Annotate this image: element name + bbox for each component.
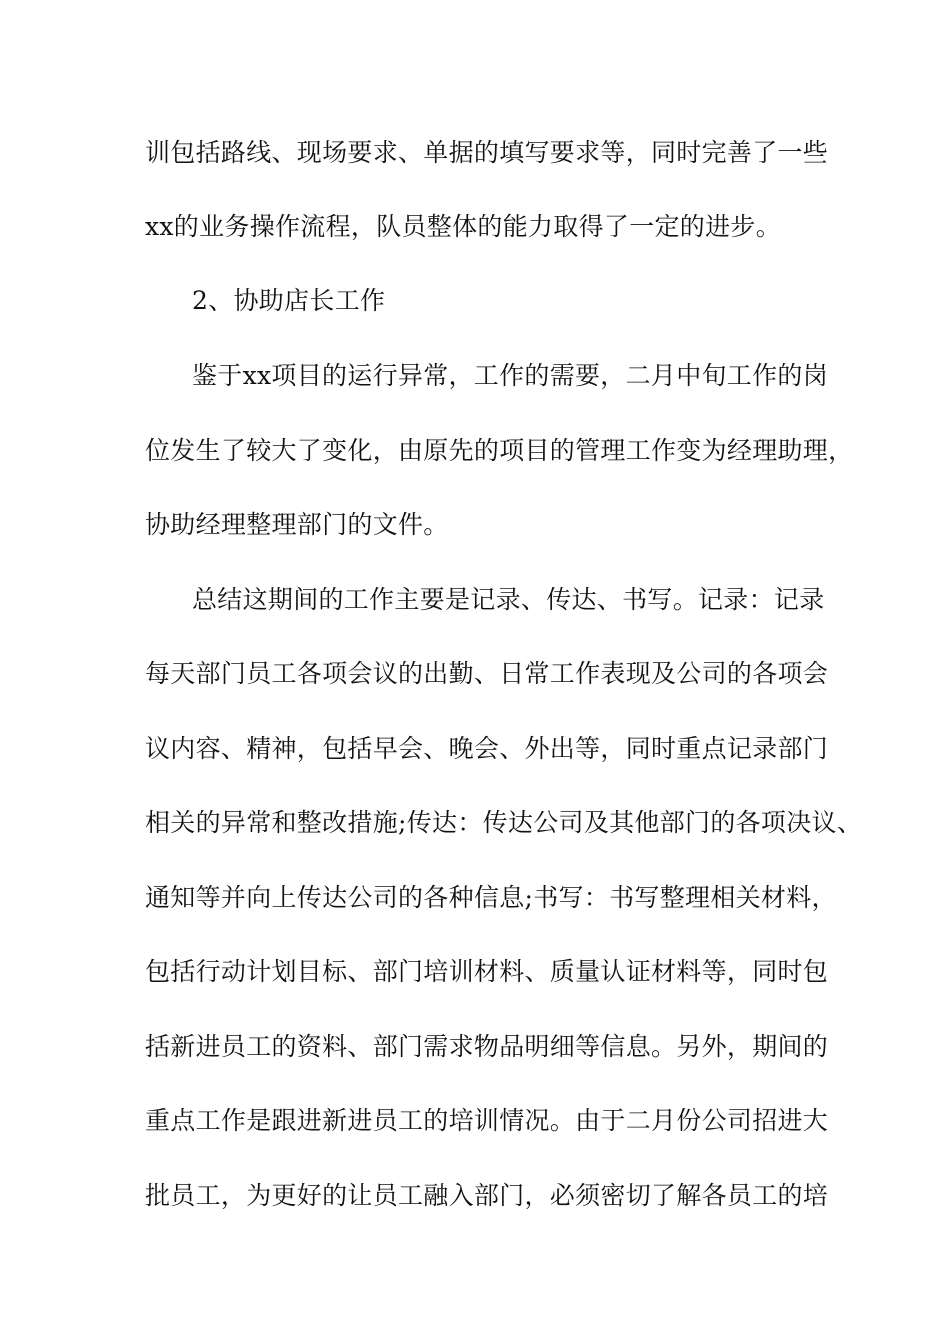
text-line: 包括行动计划目标、部门培训材料、质量认证材料等，同时包	[145, 957, 829, 986]
text-line: 协助经理整理部门的文件。	[145, 510, 449, 539]
text-line: 位发生了较大了变化，由原先的项目的管理工作变为经理助理，	[145, 436, 854, 465]
text-line: 每天部门员工各项会议的出勤、日常工作表现及公司的各项会	[145, 659, 829, 688]
text-line: 训包括路线、现场要求、单据的填写要求等，同时完善了一些	[145, 138, 829, 167]
text-line: 通知等并向上传达公司的各种信息;书写：书写整理相关材料，	[145, 883, 837, 912]
text-line: 括新进员工的资料、部门需求物品明细等信息。另外，期间的	[145, 1032, 829, 1061]
text-line: xx的业务操作流程，队员整体的能力取得了一定的进步。	[145, 212, 782, 241]
text-line: 议内容、精神，包括早会、晚会、外出等，同时重点记录部门	[145, 734, 829, 763]
text-line: 批员工，为更好的让员工融入部门，必须密切了解各员工的培	[145, 1181, 829, 1210]
section-heading: 2、协助店长工作	[192, 286, 386, 315]
text-line: 鉴于xx项目的运行异常，工作的需要，二月中旬工作的岗	[192, 361, 829, 390]
text-line: 相关的异常和整改措施;传达：传达公司及其他部门的各项决议、	[145, 808, 863, 837]
text-line: 总结这期间的工作主要是记录、传达、书写。记录：记录	[192, 585, 825, 614]
text-line: 重点工作是跟进新进员工的培训情况。由于二月份公司招进大	[145, 1106, 829, 1135]
